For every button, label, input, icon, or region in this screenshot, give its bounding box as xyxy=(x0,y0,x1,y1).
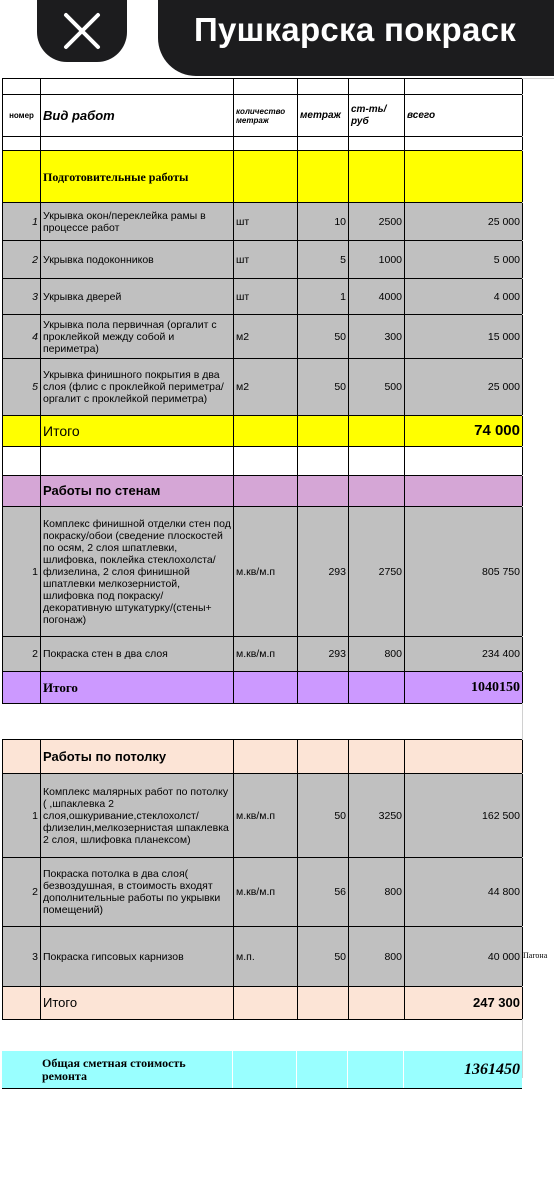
table-row: 1 Комплекс финишной отделки стен под покраску/обои (сведение плоскостей по осям, 2 слоя шпатлевки, шлифовка, поклейка стеклохолста/флизелина, 2 слоя финишной шпатлевки мелкозернистой, шлифовка под покраску/декоративную штукатурку/(стены+ погонаж) м.кв/м.п 293 2750 805 750 xyxy=(2,506,522,636)
section-title: Подготовительные работы xyxy=(41,151,234,202)
total-label: Итого xyxy=(41,672,234,703)
table-row: 1 Укрывка окон/переклейка рамы в процессе работ шт 10 2500 25 000 xyxy=(2,202,522,240)
top-bar xyxy=(0,0,554,78)
table-row: 3 Покраска гипсовых карнизов м.п. 50 800 40 000 xyxy=(2,926,522,986)
total-value: 1040150 xyxy=(405,672,523,703)
col-work: Вид работ xyxy=(41,95,234,136)
section-header xyxy=(2,475,522,506)
section-title: Работы по потолку xyxy=(41,740,234,773)
section-header xyxy=(2,739,522,773)
grand-total-value: 1361450 xyxy=(404,1051,522,1088)
total-row xyxy=(2,986,522,1020)
total-row xyxy=(2,415,522,446)
col-unit: метраж xyxy=(298,95,349,136)
table-header xyxy=(2,94,522,136)
table-row: 3 Укрывка дверей шт 1 4000 4 000 xyxy=(2,278,522,314)
col-total: всего xyxy=(405,95,523,136)
total-label: Итого xyxy=(41,987,234,1019)
total-label: Итого xyxy=(41,416,234,446)
table-row: 5 Укрывка финишного покрытия в два слоя (флис с проклейкой периметра/оргалит с проклейкой периметра) м2 50 500 25 000 xyxy=(2,358,522,415)
col-num: номер xyxy=(3,95,41,136)
total-value: 74 000 xyxy=(405,416,523,446)
table-row: 4 Укрывка пола первичная (оргалит с проклейкой между собой и периметра) м2 50 300 15 000 xyxy=(2,314,522,358)
side-note: Пагона xyxy=(523,951,548,960)
close-button[interactable] xyxy=(37,0,127,62)
col-price: ст-ть/ руб xyxy=(349,95,405,136)
close-icon xyxy=(62,11,102,51)
total-value: 247 300 xyxy=(405,987,523,1019)
total-row xyxy=(2,671,522,704)
grand-total-row xyxy=(2,1051,522,1089)
section-title: Работы по стенам xyxy=(41,476,234,506)
document-title-bar xyxy=(158,0,554,76)
empty-row xyxy=(2,446,522,475)
empty-row xyxy=(2,136,522,150)
table-row: 2 Покраска стен в два слоя м.кв/м.п 293 800 234 400 xyxy=(2,636,522,671)
table-row: 1 Комплекс малярных работ по потолку ( ,шпаклевка 2 слоя,ошкуривание,стеклохолст/флизелин,мелкозернистая шпаклевка 2 слоя, шлифовка планексом) м.кв/м.п 50 3250 162 500 xyxy=(2,773,522,857)
col-qty: количество метраж xyxy=(234,95,298,136)
table-row: 2 Укрывка подоконников шт 5 1000 5 000 xyxy=(2,240,522,278)
table-row: 2 Покраска потолка в два слоя( безвоздушная, в стоимость входят дополнительные работы по укрывки помещений) м.кв/м.п 56 800 44 800 xyxy=(2,857,522,926)
section-header xyxy=(2,150,522,202)
grand-total-label: Общая сметная стоимость ремонта xyxy=(40,1051,233,1088)
empty-row xyxy=(2,78,522,94)
document-title: Пушкарска покраск xyxy=(194,11,517,48)
